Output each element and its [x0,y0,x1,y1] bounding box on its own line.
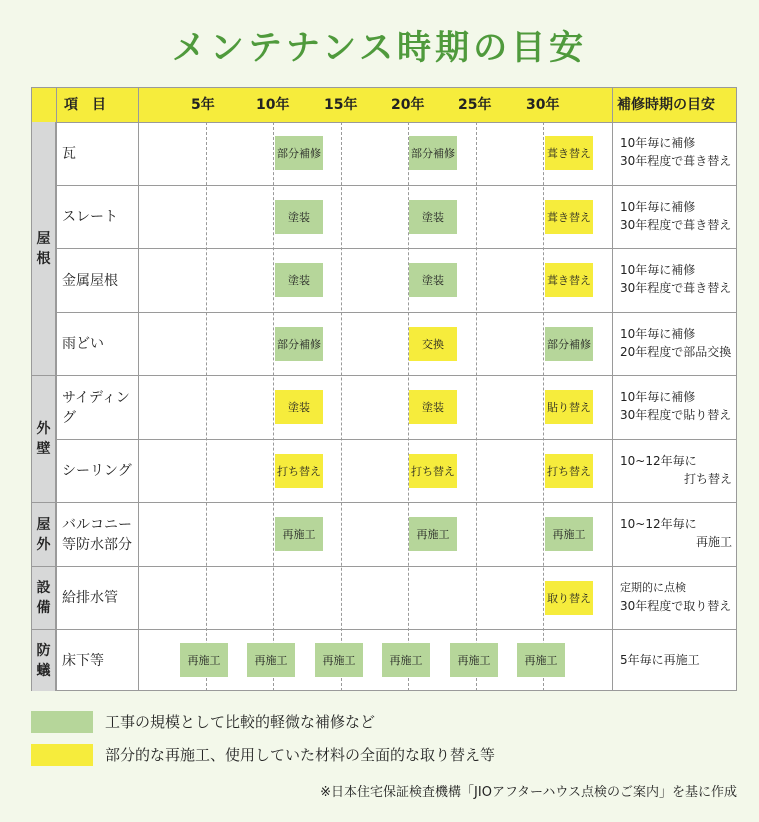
period-box: 塗装 [409,200,457,234]
period-box: 再施工 [247,643,295,677]
period-box: 再施工 [409,517,457,551]
period-box: 再施工 [275,517,323,551]
table-row [56,186,736,249]
period-box: 打ち替え [545,454,593,488]
row-note: 10年毎に補修 30年程度で葺き替え [620,200,732,232]
legend-text-yellow: 部分的な再施工、使用していた材料の全面的な取り替え等 [105,746,496,764]
period-box: 再施工 [382,643,430,677]
table-row [56,567,736,630]
table-row [56,630,736,691]
period-box: 塗装 [275,200,323,234]
period-box: 取り替え [545,581,593,615]
table-row [56,249,736,313]
row-item: スレート [62,209,118,225]
table-row [56,313,736,376]
period-box: 交換 [409,327,457,361]
category-termite: 防蟻 [32,630,56,691]
table-row [56,503,736,567]
credit-note: ※日本住宅保証検査機構「JIOアフターハウス点検のご案内」を基に作成 [320,785,737,800]
period-box: 部分補修 [409,136,457,170]
header-guide: 補修時期の目安 [617,97,715,113]
period-box: 貼り替え [545,390,593,424]
header-year-30: 30年 [526,97,560,113]
row-item: 雨どい [62,336,104,352]
row-note: 10年毎に補修 30年程度で葺き替え [620,263,732,295]
period-box: 塗装 [275,263,323,297]
header-year-25: 25年 [458,97,492,113]
row-note: 10~12年毎に 再施工 [620,517,732,549]
legend-swatch-yellow [31,744,93,766]
row-note: 定期的に点検 30年程度で取り替え [620,581,732,613]
row-item: 床下等 [62,652,104,669]
row-item: 金属屋根 [62,272,118,289]
header-year-5: 5年 [191,97,215,113]
period-box: 塗装 [409,390,457,424]
period-box: 打ち替え [275,454,323,488]
legend-text-green: 工事の規模として比較的軽微な補修など [105,713,376,731]
row-item: 瓦 [62,145,76,162]
category-roof: 屋根 [32,122,56,376]
table-row [56,440,736,503]
maintenance-table [31,87,737,691]
header-item: 項 目 [64,97,106,113]
period-box: 再施工 [517,643,565,677]
period-box: 部分補修 [545,327,593,361]
row-note: 5年毎に再施工 [620,653,700,667]
table-row [56,122,736,186]
header-year-15: 15年 [324,97,358,113]
period-box: 塗装 [409,263,457,297]
header-year-10: 10年 [256,97,290,113]
period-box: 再施工 [180,643,228,677]
legend-swatch-green [31,711,93,733]
row-item: 給排水管 [62,590,118,606]
period-box: 再施工 [450,643,498,677]
period-box: 部分補修 [275,327,323,361]
period-box: 葺き替え [545,263,593,297]
row-note: 10年毎に補修 20年程度で部品交換 [620,327,732,359]
row-item: シーリング [62,463,132,479]
period-box: 再施工 [315,643,363,677]
page-title: メンテナンス時期の目安 [171,28,588,68]
header-year-20: 20年 [391,97,425,113]
table-row [56,376,736,440]
row-note: 10年毎に補修 30年程度で葺き替え [620,136,732,168]
period-box: 塗装 [275,390,323,424]
period-box: 葺き替え [545,136,593,170]
period-box: 再施工 [545,517,593,551]
row-note: 10年毎に補修 30年程度で貼り替え [620,390,732,422]
category-outdoor: 屋外 [32,503,56,567]
category-equipment: 設備 [32,567,56,630]
period-box: 部分補修 [275,136,323,170]
period-box: 葺き替え [545,200,593,234]
period-box: 打ち替え [409,454,457,488]
row-item: サイディング [62,389,130,426]
category-wall: 外壁 [32,376,56,503]
row-item: バルコニー等防水部分 [62,516,132,553]
row-note: 10~12年毎に 打ち替え [620,454,732,486]
